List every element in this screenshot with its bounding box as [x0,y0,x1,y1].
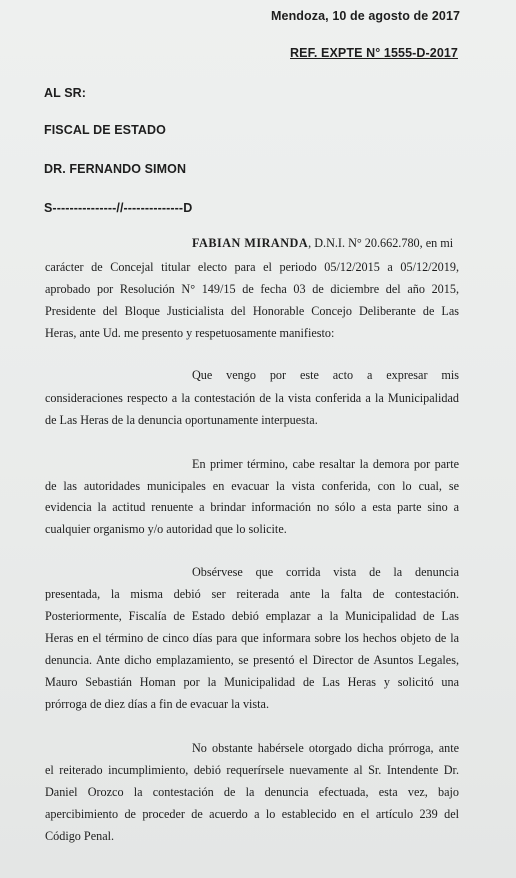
paragraph-5-line-5: Código Penal. [45,829,115,843]
paragraph-4-line-2: presentada, la misma debió ser reiterada ante la falta de contestación. [45,587,459,601]
paragraph-3-line-4: cualquier organismo y/o autoridad que lo solicite. [45,522,287,536]
paragraph-1-line-1 [192,236,459,251]
author-name: FABIAN MIRANDA [192,236,309,250]
paragraph-2-line-2: consideraciones respecto a la contestación de la vista conferida a la Municipalidad [45,391,459,405]
paragraph-3-line-1: En primer término, cabe resaltar la demora por parte [192,457,459,471]
paragraph-1-line-3: aprobado por Resolución N° 149/15 de fecha 03 de diciembre del año 2015, [45,282,459,296]
author-id: , D.N.I. N° 20.662.780, en mi [308,236,454,250]
paragraph-5-line-1: No obstante habérsele otorgado dicha prórroga, ante [192,741,459,755]
addressee-line-3: DR. FERNANDO SIMON [44,162,187,176]
paragraph-5-line-3: Daniel Orozco la contestación de la denuncia efectuada, esta vez, bajo [45,785,459,799]
paragraph-4-line-4: Heras en el término de cinco días para que informara sobre los hechos objeto de la [45,631,459,645]
paragraph-4-line-5: denuncia. Ante dicho emplazamiento, se presentó el Director de Asuntos Legales, [45,653,459,667]
paragraph-5-line-2: el reiterado incumplimiento, debió requerírsele nuevamente al Sr. Intendente Dr. [45,763,459,777]
paragraph-1-line-5: Heras, ante Ud. me presento y respetuosamente manifiesto: [45,326,335,340]
paragraph-1-line-4: Presidente del Bloque Justicialista del Honorable Concejo Deliberante de Las [45,304,459,318]
paragraph-4-line-1: Obsérvese que corrida vista de la denuncia [192,565,459,579]
addressee-line-1: AL SR: [44,86,87,100]
paragraph-3-line-2: de las autoridades municipales en evacuar la vista conferida, con lo cual, se [45,479,459,493]
salutation-line: S---------------//--------------D [44,201,193,215]
paragraph-3-line-3: evidencia la actitud renuente a brindar información no sólo a esta parte sino a [45,500,459,514]
addressee-line-2: FISCAL DE ESTADO [44,123,166,137]
paragraph-4-line-3: Posteriormente, Fiscalía de Estado debió emplazar a la Municipalidad de Las [45,609,459,623]
paragraph-1-line-2: carácter de Concejal titular electo para el periodo 05/12/2015 a 05/12/2019, [45,260,459,274]
paragraph-2-line-1: Que vengo por este acto a expresar mis [192,368,459,382]
paragraph-4-line-6: Mauro Sebastián Homan por la Municipalidad de Las Heras y solicitó una [45,675,459,689]
reference-number: REF. EXPTE N° 1555-D-2017 [290,46,458,60]
paragraph-5-line-4: apercibimiento de proceder de acuerdo a lo establecido en el artículo 239 del [45,807,459,821]
date-line: Mendoza, 10 de agosto de 2017 [271,9,461,23]
paragraph-2-line-3: de Las Heras de la denuncia oportunamente interpuesta. [45,413,318,427]
paragraph-4-line-7: prórroga de diez días a fin de evacuar la vista. [45,697,270,711]
